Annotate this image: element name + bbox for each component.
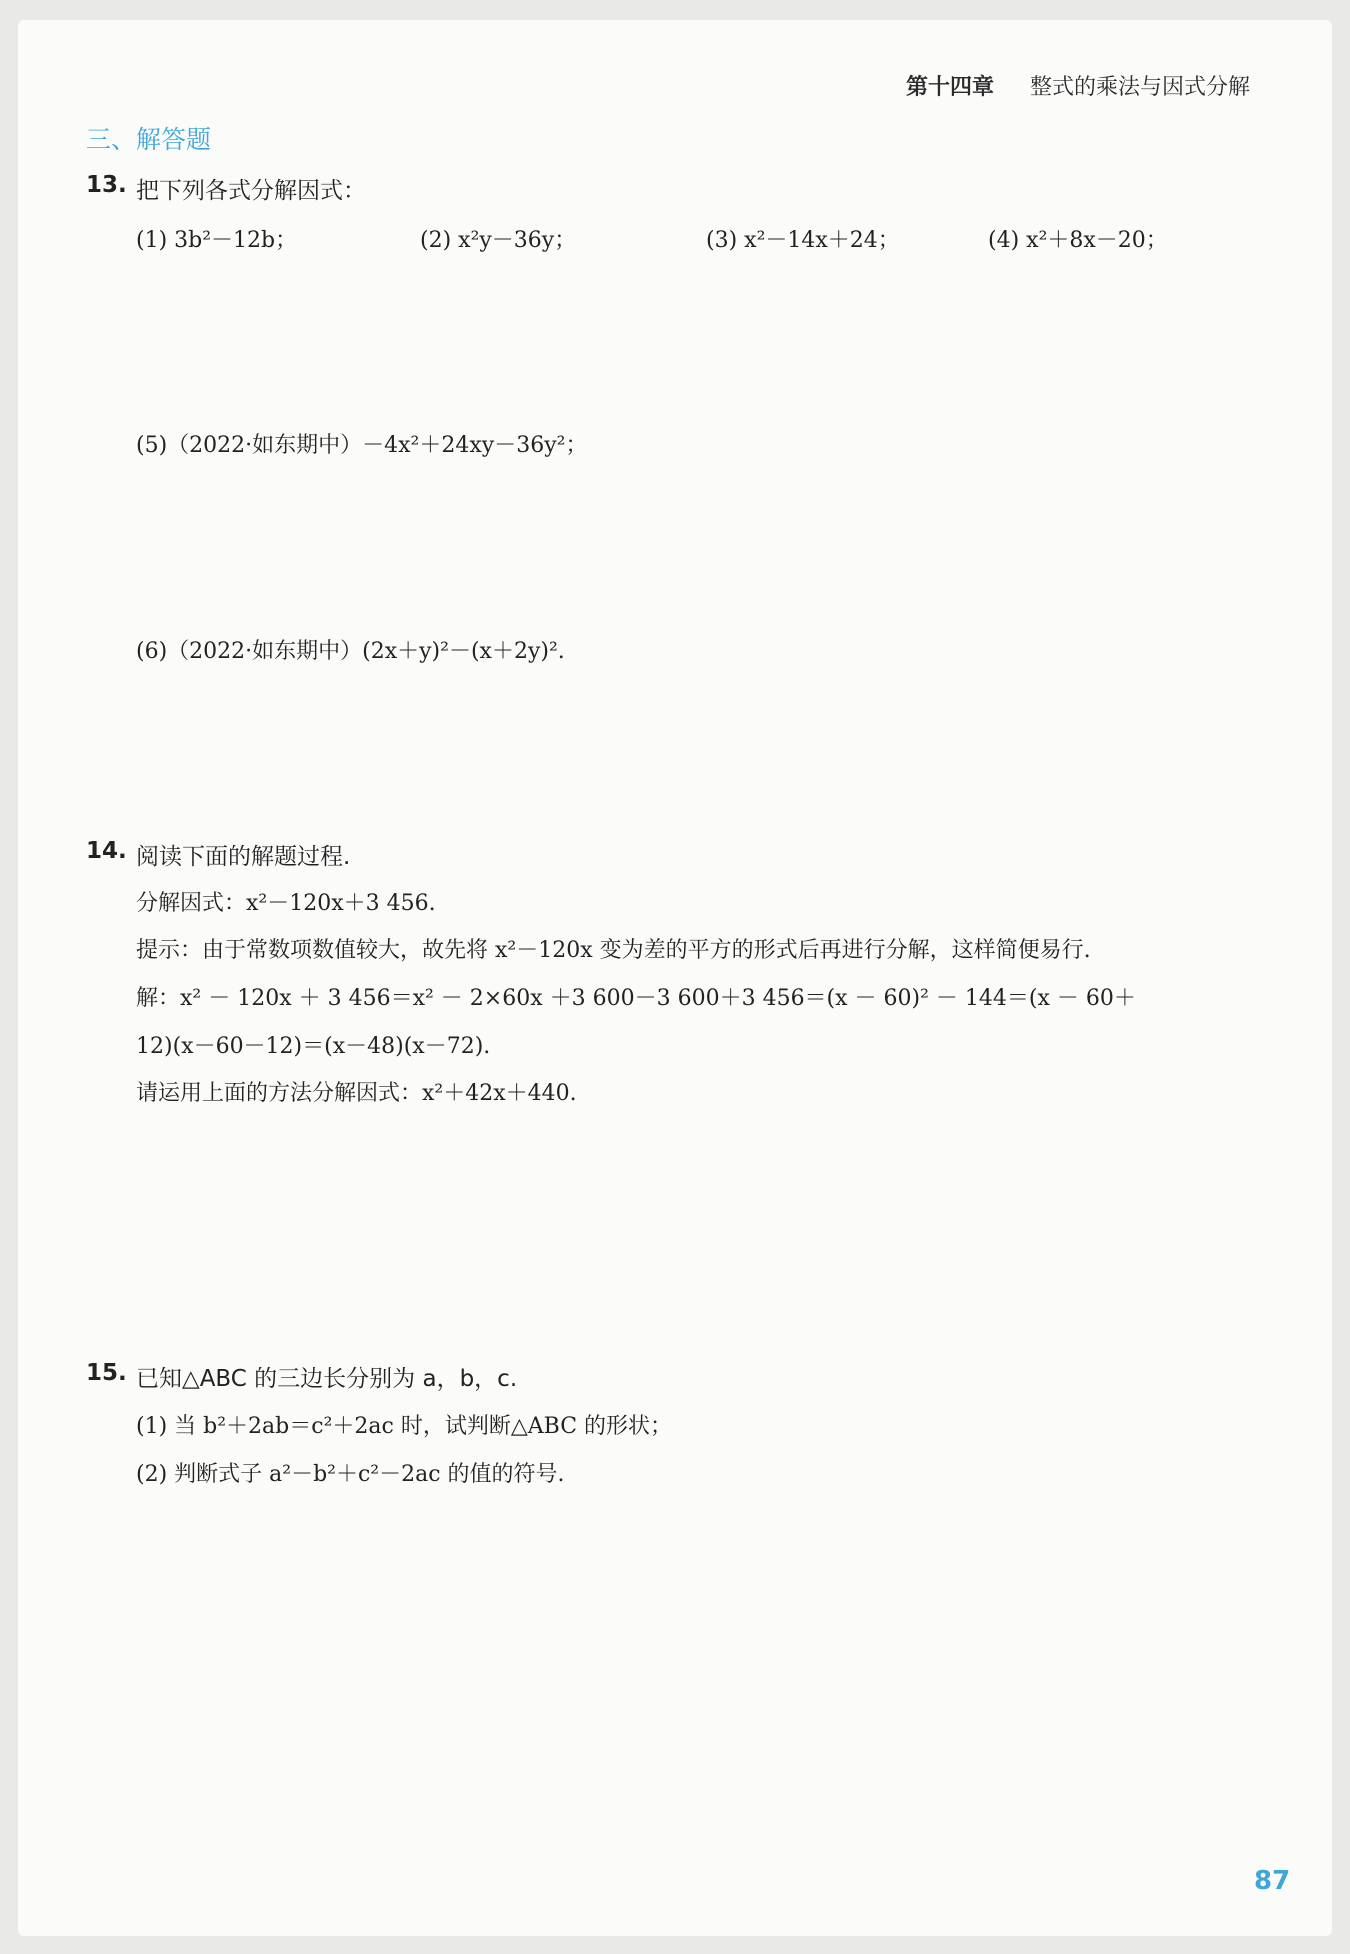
question-13-part-6: (6)（2022·如东期中）(2x＋y)²－(x＋2y)².	[136, 639, 565, 664]
question-14-solution-line-1: 解：x² － 120x ＋ 3 456＝x² － 2×60x ＋3 600－3 600＋3 456＝(x － 60)² － 144＝(x － 60＋	[136, 986, 1136, 1011]
question-13-part-1: (1) 3b²－12b；	[136, 228, 298, 253]
question-15-number: 15.	[86, 1360, 127, 1386]
question-13-part-3: (3) x²－14x＋24；	[706, 228, 900, 253]
question-13-part-2: (2) x²y－36y；	[420, 228, 577, 253]
question-13-part-5: (5)（2022·如东期中）－4x²＋24xy－36y²；	[136, 433, 588, 458]
question-15-part-2: (2) 判断式子 a²－b²＋c²－2ac 的值的符号.	[136, 1462, 565, 1487]
question-15-part-1: (1) 当 b²＋2ab＝c²＋2ac 时，试判断△ABC 的形状；	[136, 1414, 673, 1439]
chapter-label: 第十四章	[906, 75, 995, 100]
question-14-prompt: 阅读下面的解题过程.	[136, 844, 351, 870]
section-title: 三、解答题	[86, 125, 212, 154]
question-14-hint: 提示：由于常数项数值较大，故先将 x²－120x 变为差的平方的形式后再进行分解，这样简便易行.	[136, 938, 1091, 963]
question-14-solution-line-2: 12)(x－60－12)＝(x－48)(x－72).	[136, 1034, 491, 1059]
question-15-prompt: 已知△ABC 的三边长分别为 a，b，c.	[136, 1366, 518, 1392]
chapter-title: 整式的乘法与因式分解	[1030, 75, 1251, 100]
question-14-task: 分解因式：x²－120x＋3 456.	[136, 891, 436, 916]
question-13-number: 13.	[86, 172, 127, 198]
question-14-number: 14.	[86, 838, 127, 864]
question-13-part-4: (4) x²＋8x－20；	[988, 228, 1168, 253]
question-14-exercise: 请运用上面的方法分解因式：x²＋42x＋440.	[136, 1081, 577, 1106]
page-sheet	[18, 20, 1332, 1936]
page-number: 87	[1254, 1866, 1291, 1896]
question-13-prompt: 把下列各式分解因式：	[136, 178, 366, 204]
